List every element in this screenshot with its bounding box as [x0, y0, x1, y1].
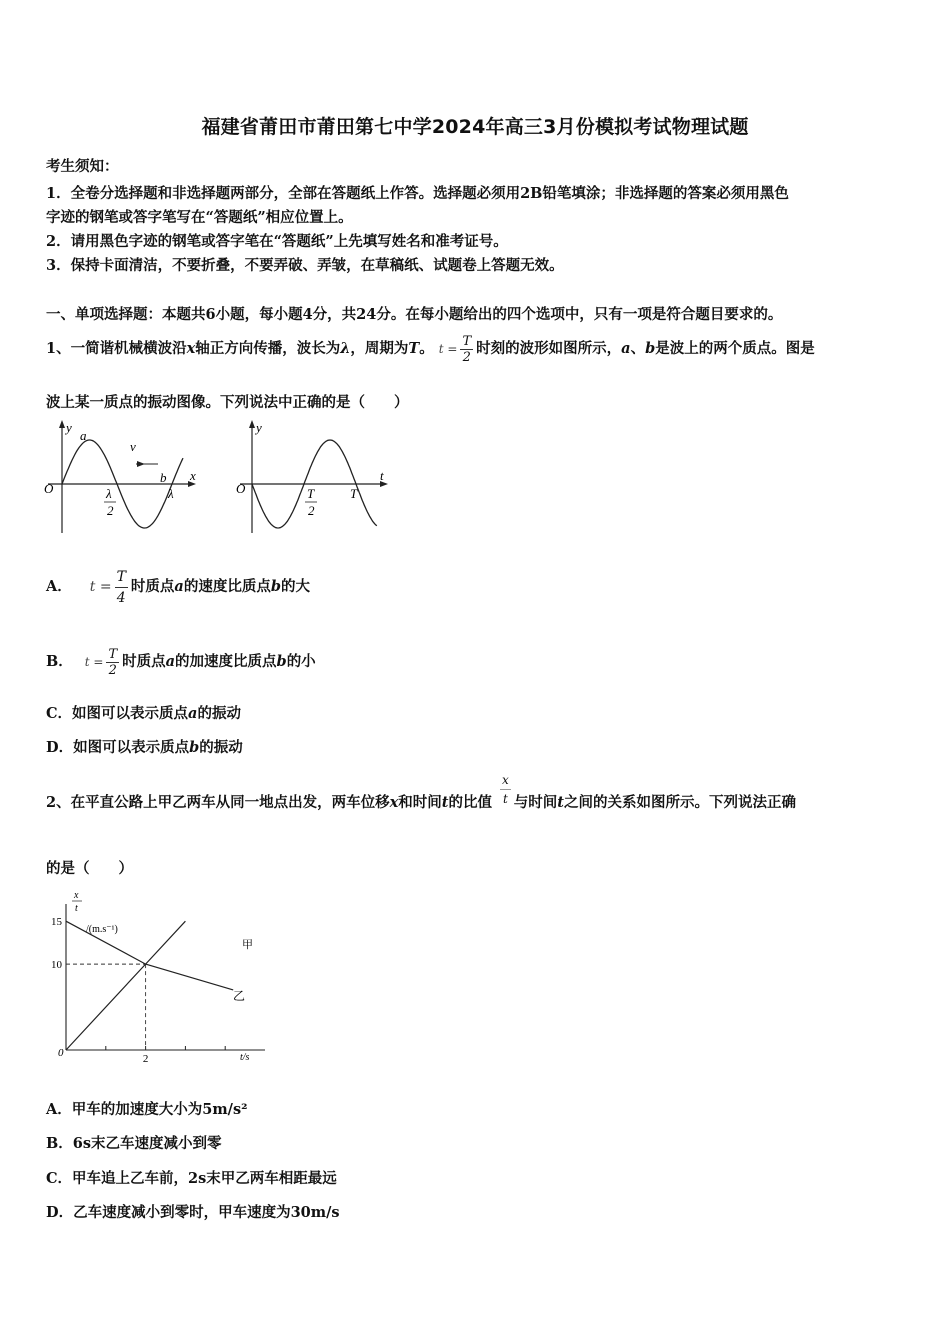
half-lambda-den: 2 [107, 503, 114, 518]
y-label-den: t [75, 903, 78, 914]
half-T-num: T [307, 486, 315, 501]
vibration-graph [232, 418, 402, 538]
q2-option-b[interactable]: B．6s末乙车速度减小到零 [46, 1135, 222, 1152]
xt-ratio-chart [40, 890, 280, 1070]
y-axis-label: y [66, 420, 72, 435]
origin-label: O [44, 481, 54, 496]
T-label: T [350, 486, 358, 501]
section-heading: 一、单项选择题：本题共6小题，每小题4分，共24分。在每小题给出的四个选项中，只有一项是符合题目要求的。 [46, 306, 783, 323]
q2-option-a[interactable]: A．甲车的加速度大小为5m/s² [46, 1101, 248, 1118]
origin-label: 0 [58, 1047, 64, 1059]
y-unit: /(m.s⁻¹) [86, 924, 118, 935]
q1-option-d[interactable]: D．如图可以表示质点b的振动 [46, 739, 243, 756]
q1-option-b[interactable]: B． t = $\frac{T}{2}$ 时质点a的加速度比质点b的小 [46, 646, 316, 678]
series-jia-line [66, 921, 185, 1050]
q2-stem-line2: 的是（ ） [46, 860, 133, 877]
velocity-label: v [130, 439, 136, 454]
series-jia-label: 甲 [242, 939, 253, 951]
q1-stem: 1、一简谐机械横波沿x轴正方向传播，波长为λ，周期为T。 t = $\frac{T}{2}$ 时刻的波形如图所示，a、b是波上的两个质点。图是 [46, 333, 815, 365]
q2-stem: 2、在平直公路上甲乙两车从同一地点出发，两车位移x和时间t的比值 $\frac{x}{t}$ 与时间t之间的关系如图所示。下列说法正确 [46, 773, 796, 811]
point-a-label: a [80, 428, 87, 443]
notice-item-1-cont: 字迹的钢笔或答字笔写在“答题纸”相应位置上。 [46, 209, 353, 226]
y-tick-10: 10 [51, 959, 62, 972]
x-axis-label: x [190, 468, 196, 483]
q2-option-d[interactable]: D．乙车速度减小到零时，甲车速度为30m/s [46, 1204, 340, 1221]
page-title: 福建省莆田市莆田第七中学2024年高三3月份模拟考试物理试题 [201, 116, 749, 138]
q2-option-c[interactable]: C．甲车追上乙车前，2s末甲乙两车相距最远 [46, 1170, 337, 1187]
y-tick-15: 15 [51, 916, 62, 929]
q1-option-a[interactable]: A． t = $\frac{T}{4}$ 时质点a的速度比质点b的大 [46, 568, 310, 606]
x-tick-2: 2 [142, 1053, 149, 1065]
series-yi-label: 乙 [233, 989, 246, 1003]
x-axis-label: t/s [240, 1052, 250, 1063]
y-axis-label: y [256, 420, 262, 435]
q1-option-c[interactable]: C．如图可以表示质点a的振动 [46, 705, 241, 722]
notice-item-3: 3．保持卡面清洁，不要折叠，不要弄破、弄皱，在草稿纸、试题卷上答题无效。 [46, 257, 564, 274]
notice-item-2: 2．请用黑色字迹的钢笔或答字笔在“答题纸”上先填写姓名和准考证号。 [46, 233, 508, 250]
wave-graph [40, 418, 220, 538]
q1-stem-line2: 波上某一质点的振动图像。下列说法中正确的是（ ） [46, 394, 409, 411]
notice-item-1: 1．全卷分选择题和非选择题两部分，全部在答题纸上作答。选择题必须用2B铅笔填涂；非选择题的答案必须用黑色 [46, 185, 789, 202]
t-equals-T-half: $\frac{T}{2}$ [462, 333, 472, 365]
half-lambda-num: λ [106, 486, 112, 501]
half-T-den: 2 [308, 503, 315, 518]
lambda-label: λ [168, 486, 174, 501]
t-axis-label: t [380, 468, 384, 483]
y-label-num: x [74, 890, 79, 901]
point-b-label: b [160, 470, 167, 485]
origin-label: O [236, 481, 246, 496]
notice-heading: 考生须知： [46, 158, 119, 175]
